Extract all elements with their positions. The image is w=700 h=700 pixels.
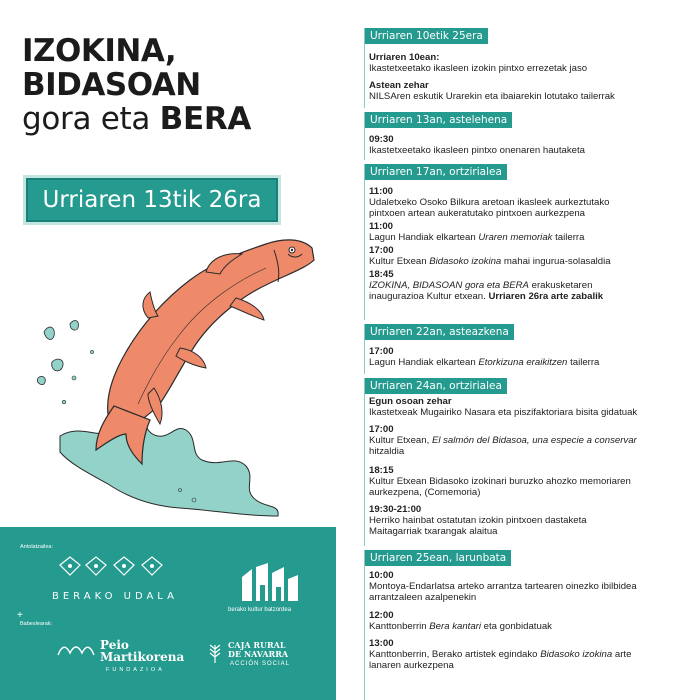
event-entry: 12:00 Kanttonberrin Bera kantari eta gonbidatuak xyxy=(369,610,552,632)
event-time: 10:00 xyxy=(369,570,394,581)
event-entry xyxy=(369,52,587,74)
event-entry: 10:00 Montoya-Endarlatsa arteko arrantza tartearen oinezko ibilbidea arrantzaleen azalpenekin xyxy=(369,570,637,603)
event-time: 17:00 xyxy=(369,346,394,357)
plus-sign: + xyxy=(17,610,23,621)
event-time: 17:00 xyxy=(369,424,394,435)
event-time: 19:30-21:00 xyxy=(369,504,422,515)
event-title xyxy=(22,34,322,136)
event-entry: 19:30-21:00 Herriko hainbat ostatutan izokin pintxoen dastaketa Maitagarriak txarangak alaitua xyxy=(369,504,587,537)
event-entry xyxy=(369,134,585,156)
event-time: 18:15 xyxy=(369,465,394,476)
event-time: Egun osoan zehar xyxy=(369,396,452,407)
event-entry xyxy=(369,80,615,102)
event-entry: 13:00 Kanttonberrin, Berako artistek egindako Bidasoko izokina arte lanaren aurkezpena xyxy=(369,638,632,671)
event-entry: 17:00 Kultur Etxean, El salmón del Bidasoa, una especie a conservar hitzaldia xyxy=(369,424,637,457)
event-time: 18:45 xyxy=(369,269,394,280)
day-section xyxy=(364,378,694,546)
peio-sub: FUNDAZIOA xyxy=(106,667,165,673)
caja-name-line2: DE NAVARRA xyxy=(228,649,289,659)
event-desc: NILSAren eskutik Urarekin eta ibaiarekin lotutako tailerrak xyxy=(369,91,615,102)
event-time: 09:30 xyxy=(369,134,394,145)
day-header: Urriaren 17an, ortzirialea xyxy=(365,164,507,180)
peio-martikorena-logo xyxy=(56,639,186,687)
title-line-3: gora eta BERA xyxy=(22,101,252,137)
peio-name-line1: Peio xyxy=(100,638,129,652)
day-section xyxy=(364,164,694,320)
event-time: Astean zehar xyxy=(369,80,429,91)
berako-udala-text: BERAKO UDALA xyxy=(52,591,178,602)
partner-label: Babeslearak: xyxy=(20,621,53,627)
berako-udala-logo xyxy=(52,555,192,615)
wheat-icon xyxy=(206,641,224,663)
event-entry: Egun osoan zehar Ikastetxeak Mugairiko Nasara eta piszifaktoriara bisita gidatuak xyxy=(369,396,638,418)
caja-rural-logo xyxy=(206,639,326,687)
sponsors-panel xyxy=(0,527,336,700)
date-range-badge: Urriaren 13tik 26ra xyxy=(26,178,278,222)
day-header: Urriaren 13an, astelehena xyxy=(365,112,512,128)
building-icon xyxy=(240,563,300,601)
water-splash xyxy=(60,411,278,516)
event-time: Urriaren 10ean: xyxy=(369,52,440,63)
bkb-text: berako kultur batzordea xyxy=(228,607,292,613)
caja-name-line1: CAJA RURAL xyxy=(228,640,286,650)
shield-icon xyxy=(56,555,166,577)
day-header: Urriaren 10etik 25era xyxy=(365,28,488,44)
peio-name-line2: Martikorena xyxy=(100,650,185,664)
event-time: 13:00 xyxy=(369,638,394,649)
day-header: Urriaren 25ean, larunbata xyxy=(365,550,511,566)
caja-sub: ACCIÓN SOCIAL xyxy=(230,661,291,667)
event-entry: 11:00 Lagun Handiak elkartean Uraren memoriak tailerra xyxy=(369,221,585,243)
day-section xyxy=(364,28,694,108)
event-desc: Ikastetxeetako ikasleen izokin pintxo errezetak jaso xyxy=(369,63,588,74)
day-header: Urriaren 22an, asteazkena xyxy=(365,324,514,340)
event-desc: Ikastetxeetako ikasleen pintxo onenaren hautaketa xyxy=(369,145,586,156)
event-entry: 18:45 IZOKINA, BIDASOAN gora eta BERA erakusketaren inaugurazioa Kultur etxean. Urriaren 26ra arte zabalik xyxy=(369,269,604,302)
event-time: 17:00 xyxy=(369,245,394,256)
day-section xyxy=(364,550,694,700)
day-section xyxy=(364,324,694,374)
title-line-2: BIDASOAN xyxy=(22,67,201,103)
day-section xyxy=(364,112,694,160)
event-entry: 18:15 Kultur Etxean Bidasoko izokinari buruzko ahozko memoriaren aurkezpena, (Comemoria) xyxy=(369,465,631,498)
bkb-logo xyxy=(228,563,328,623)
title-line-1: IZOKINA, xyxy=(22,33,177,69)
event-entry: 11:00 Udaletxeko Osoko Bilkura aretoan ikasleek aurkeztutako pintxoen artean aukeratutako pintxoen aurkezpena xyxy=(369,186,610,219)
event-time: 11:00 xyxy=(369,221,394,232)
event-entry: 17:00 Lagun Handiak elkartean Etorkizuna eraikitzen tailerra xyxy=(369,346,600,368)
event-time: 12:00 xyxy=(369,610,394,621)
event-time: 11:00 xyxy=(369,186,394,197)
wave-icon xyxy=(56,643,96,659)
salmon-illustration xyxy=(30,228,340,523)
day-header: Urriaren 24an, ortzirialea xyxy=(365,378,507,394)
event-entry: 17:00 Kultur Etxean Bidasoko izokina mahai ingurua-solasaldia xyxy=(369,245,611,267)
organizer-label: Antolatzailea: xyxy=(20,544,54,550)
